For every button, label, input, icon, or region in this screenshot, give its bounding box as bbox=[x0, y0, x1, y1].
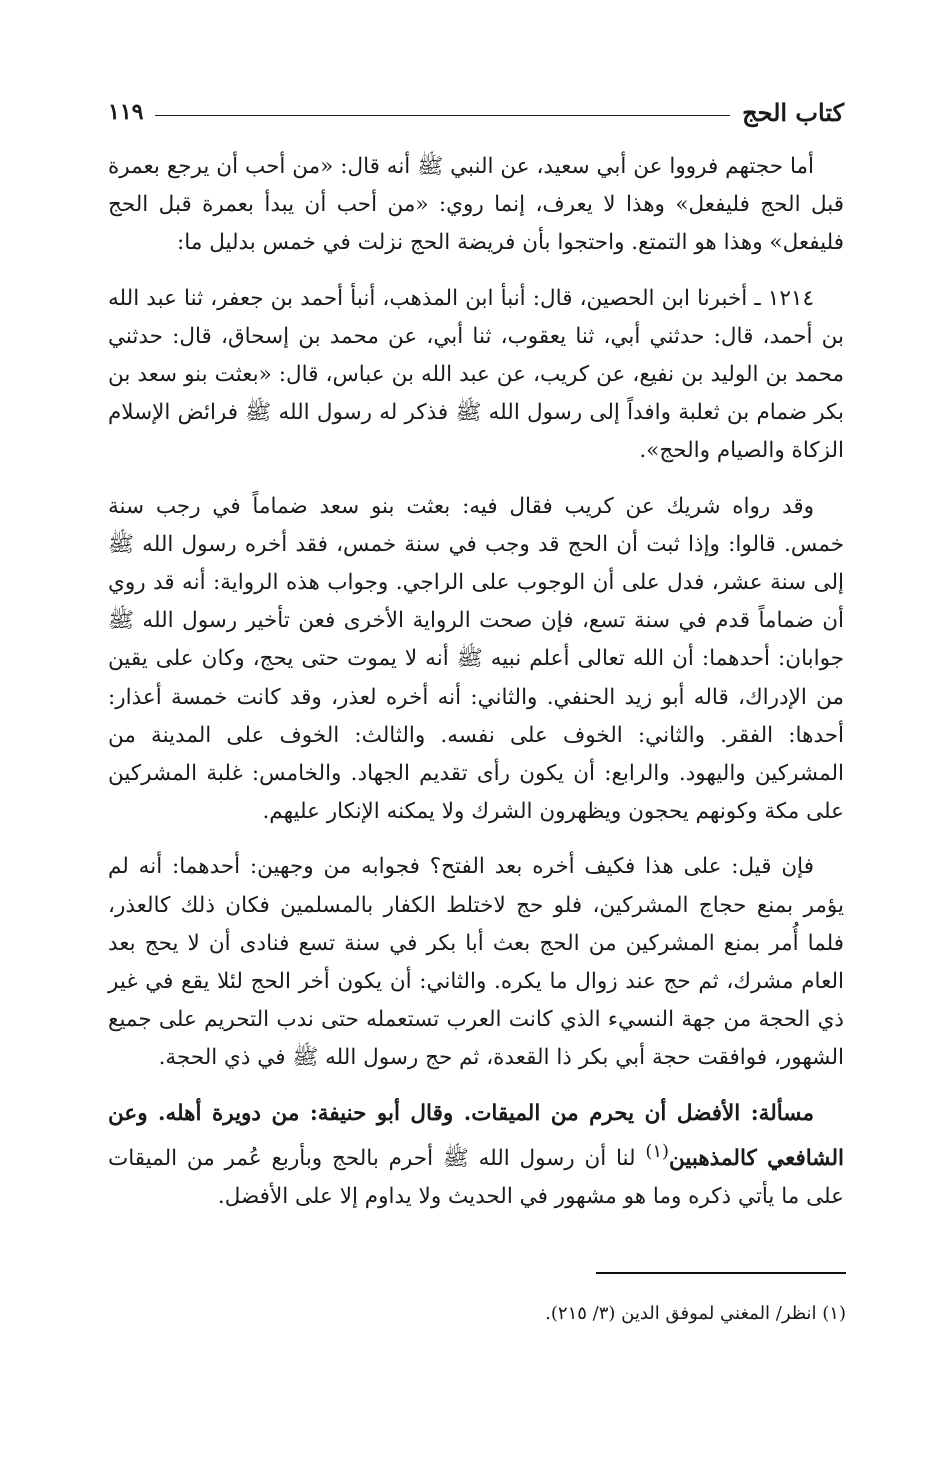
masala-body: لنا أن رسول الله ﷺ أحرم بالحج وبأربع عُمر من الميقات على ما يأتي ذكره وما هو مشهور في الحديث ولا يداوم إلا على الأفضل. bbox=[108, 1146, 844, 1210]
chapter-title: كتاب الحج bbox=[742, 97, 844, 127]
paragraph-3: وقد رواه شريك عن كريب فقال فيه: بعثت بنو سعد ضماماً في رجب سنة خمس. قالوا: وإذا ثبت أن الحج قد وجب في سنة خمس، فقد أخره رسول الله ﷺ إلى سنة عشر، فدل على أن الوجوب على الراجي. وجواب هذه الرواية: أنه قد روي أن ضماماً قدم في سنة تسع، فإن صحت الرواية الأخرى فعن تأخير رسول الله ﷺ جوابان: أحدهما: أن الله تعالى أعلم نبيه ﷺ أنه لا يموت حتى يحج، وكان على يقين من الإدراك، قاله أبو زيد الحنفي. والثاني: أنه أخره لعذر، وقد كانت خمسة أعذار: أحدها: الفقر. والثاني: الخوف على نفسه. والثالث: الخوف على المدينة من المشركين واليهود. والرابع: أن يكون رأى تقديم الجهاد. والخامس: غلبة المشركين على مكة وكونهم يحجون ويظهرون الشرك ولا يمكنه الإنكار عليهم. bbox=[108, 493, 844, 825]
footnote-1: (١) انظر/ المغني لموفق الدين (٣/ ٢١٥). bbox=[545, 1303, 846, 1324]
paragraph-1: أما حجتهم فرووا عن أبي سعيد، عن النبي ﷺ أنه قال: «من أحب أن يرجع بعمرة قبل الحج فليفعل» وهذا لا يعرف، إنما روي: «من أحب أن يبدأ بعمرة قبل الحج فليفعل» وهذا هو التمتع. واحتجوا بأن فريضة الحج نزلت في خمس بدليل ما: bbox=[108, 154, 844, 256]
paragraph-masala bbox=[108, 1095, 844, 1217]
masala-heading: مسألة: الأفضل أن يحرم من الميقات. وقال أبو حنيفة: من دويرة أهله. وعن الشافعي كالمذهبين bbox=[108, 1100, 844, 1172]
running-header bbox=[108, 92, 844, 132]
paragraph-4: فإن قيل: على هذا فكيف أخره بعد الفتح؟ فجوابه من وجهين: أحدهما: أنه لم يؤمر بمنع حجاج المشركين، فلو حج لاختلط الكفار بالمسلمين فكان ذلك كالعذر، فلما أُمر بمنع المشركين من الحج بعث أبا بكر في سنة تسع فنادى أن لا يحج بعد العام مشرك، ثم حج عند زوال ما يكره. والثاني: أن يكون أخر الحج لئلا يقع في غير ذي الحجة من جهة النسيء الذي كانت العرب تستعمله حتى ندب التحريم على جميع الشهور، فوافقت حجة أبي بكر ذا القعدة، ثم حج رسول الله ﷺ في ذي الحجة. bbox=[108, 854, 844, 1071]
footnote-marker: (١) bbox=[645, 1140, 669, 1162]
header-rule bbox=[155, 115, 730, 116]
main-text bbox=[108, 148, 844, 1216]
page-number: ١١٩ bbox=[108, 99, 144, 125]
footnote-separator bbox=[596, 1272, 846, 1274]
paragraph-hadith-1214: ١٢١٤ ـ أخبرنا ابن الحصين، قال: أنبأ ابن المذهب، أنبأ أحمد بن جعفر، ثنا عبد الله بن أحمد، قال: حدثني أبي، ثنا يعقوب، ثنا أبي، عن محمد بن إسحاق، قال: حدثني محمد بن الوليد بن نفيع، عن كريب، عن عبد الله بن عباس، قال: «بعثت بنو سعد بن بكر ضمام بن ثعلبة وافداً إلى رسول الله ﷺ فذكر له رسول الله ﷺ فرائض الإسلام الزكاة والصيام والحج». bbox=[108, 285, 844, 464]
